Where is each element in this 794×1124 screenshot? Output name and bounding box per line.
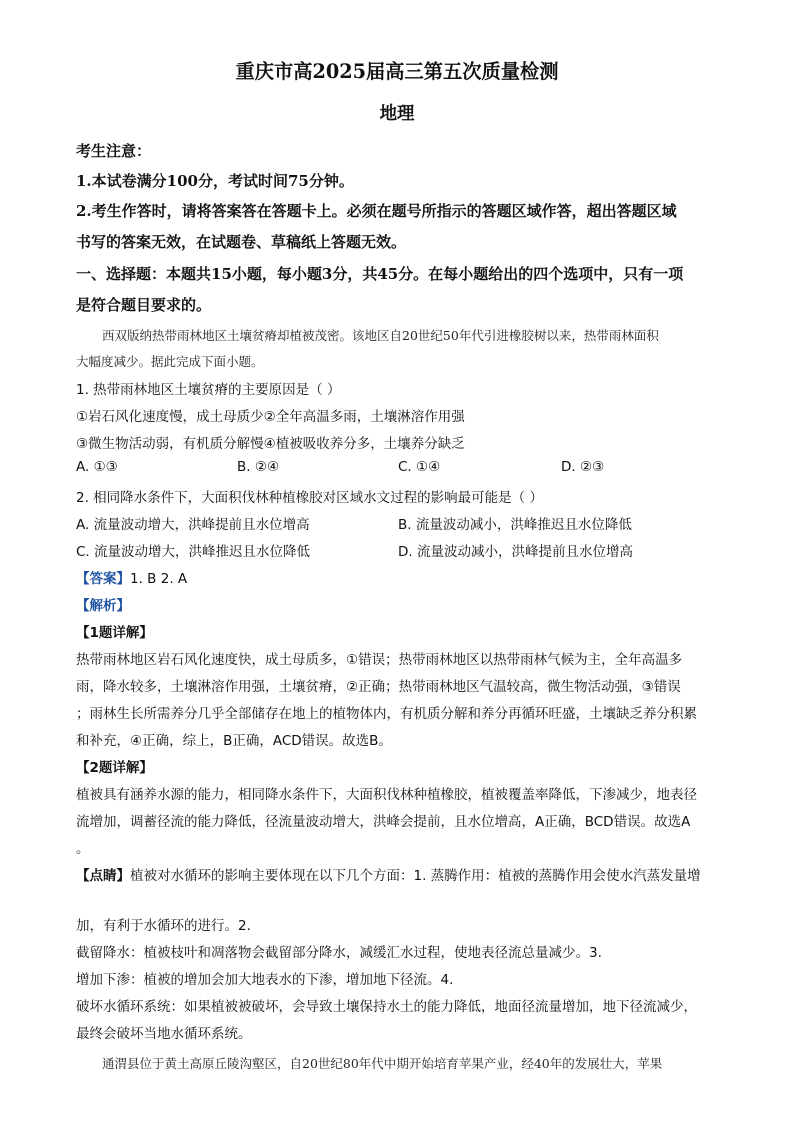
notice-item-2-cont: 书写的答案无效，在试题卷、草稿纸上答题无效。 xyxy=(76,233,407,251)
point-line-5: 破坏水循环系统：如果植被被破坏，会导致土壤保持水土的能力降低，地面径流量增加，地下径流减少， xyxy=(76,999,697,1015)
point-line-2: 加，有利于水循环的进行。2. xyxy=(76,918,251,934)
answer-value: 1. B 2. A xyxy=(130,571,188,587)
q2-option-a: A. 流量波动增大，洪峰提前且水位增高 xyxy=(76,517,310,533)
passage-2: 通渭县位于黄土高原丘陵沟壑区，自20世纪80年代中期开始培育苹果产业，经40年的发展壮大，苹果 xyxy=(102,1056,663,1071)
detail-1-line-1: 热带雨林地区岩石风化速度快，成土母质多，①错误；热带雨林地区以热带雨林气候为主，全年高温多 xyxy=(76,652,683,668)
notice-heading: 考生注意： xyxy=(76,142,152,160)
section-heading-cont: 是符合题目要求的。 xyxy=(76,296,212,314)
detail-1-label: 【1题详解】 xyxy=(76,625,153,641)
answer-row xyxy=(76,567,187,587)
point-line-4: 增加下渗：植被的增加会加大地表水的下渗，增加地下径流。4. xyxy=(76,972,454,988)
q2-option-d: D. 流量波动减小，洪峰提前且水位增高 xyxy=(398,544,633,560)
detail-2-line-1: 植被具有涵养水源的能力，相同降水条件下，大面积伐林种植橡胶，植被覆盖率降低，下渗减少，地表径 xyxy=(76,787,697,803)
passage-1: 西双版纳热带雨林地区土壤贫瘠却植被茂密。该地区自20世纪50年代引进橡胶树以来，热带雨林面积 xyxy=(102,328,659,343)
point-line-6: 最终会破坏当地水循环系统。 xyxy=(76,1026,252,1042)
point-label: 【点睛】 xyxy=(76,868,130,884)
q1-stem: 1. 热带雨林地区土壤贫瘠的主要原因是（ ） xyxy=(76,382,341,398)
q2-option-b: B. 流量波动减小，洪峰推迟且水位降低 xyxy=(398,517,632,533)
detail-1-line-2: 雨，降水较多，土壤淋溶作用强，土壤贫瘠，②正确；热带雨林地区气温较高，微生物活动强，③错误 xyxy=(76,679,681,695)
detail-1-line-4: 和补充，④正确，综上，B正确，ACD错误。故选B。 xyxy=(76,733,392,749)
point-row xyxy=(76,864,701,884)
q1-statements-1: ①岩石风化速度慢，成土母质少②全年高温多雨，土壤淋溶作用强 xyxy=(76,409,465,425)
notice-item-1: 1.本试卷满分100分，考试时间75分钟。 xyxy=(76,172,354,190)
subject-title: 地理 xyxy=(379,104,415,124)
q1-option-b: B. ②④ xyxy=(237,459,280,475)
analysis-label: 【解析】 xyxy=(76,598,130,614)
notice-item-2: 2.考生作答时，请将答案答在答题卡上。必须在题号所指示的答题区域作答，超出答题区域 xyxy=(76,202,677,220)
q1-statements-2: ③微生物活动弱，有机质分解慢④植被吸收养分多，土壤养分缺乏 xyxy=(76,436,465,452)
detail-2-label: 【2题详解】 xyxy=(76,760,153,776)
detail-2-line-2: 流增加，调蓄径流的能力降低，径流量波动增大，洪峰会提前，且水位增高，A正确，BCD错误。故选A xyxy=(76,814,691,830)
q2-option-c: C. 流量波动增大，洪峰推迟且水位降低 xyxy=(76,544,311,560)
passage-1-cont: 大幅度减少。据此完成下面小题。 xyxy=(76,354,264,369)
exam-title: 重庆市高2025届高三第五次质量检测 xyxy=(235,60,559,83)
q1-option-c: C. ①④ xyxy=(398,459,441,475)
section-heading: 一、选择题：本题共15小题，每小题3分，共45分。在每小题给出的四个选项中，只有一项 xyxy=(76,265,684,283)
q1-option-d: D. ②③ xyxy=(561,459,605,475)
q2-stem: 2. 相同降水条件下，大面积伐林种植橡胶对区域水文过程的影响最可能是（ ） xyxy=(76,490,543,506)
q1-option-a: A. ①③ xyxy=(76,459,118,475)
point-line-1: 植被对水循环的影响主要体现在以下几个方面：1. 蒸腾作用：植被的蒸腾作用会使水汽蒸发量增 xyxy=(130,868,701,884)
answer-label: 【答案】 xyxy=(76,571,130,587)
detail-2-line-3: 。 xyxy=(76,841,90,857)
detail-1-line-3: ；雨林生长所需养分几乎全部储存在地上的植物体内，有机质分解和养分再循环旺盛，土壤缺乏养分积累 xyxy=(76,706,697,722)
point-line-3: 截留降水：植被枝叶和凋落物会截留部分降水，减缓汇水过程，使地表径流总量减少。3. xyxy=(76,945,602,961)
